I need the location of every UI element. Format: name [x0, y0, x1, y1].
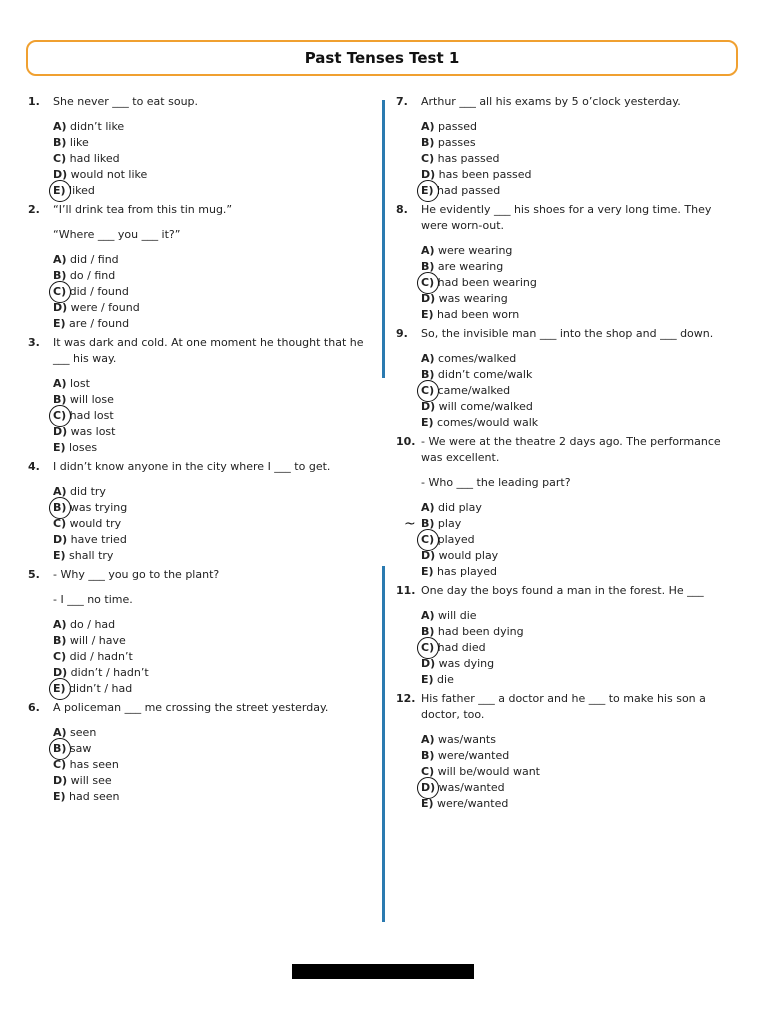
option-letter: A) [421, 609, 435, 622]
answer-option[interactable] [53, 484, 370, 500]
option-letter: E) [421, 416, 434, 429]
question [28, 459, 370, 564]
answer-option[interactable] [53, 316, 370, 332]
answer-option[interactable] [53, 268, 370, 284]
answer-option-circled[interactable] [421, 640, 738, 656]
option-text: did try [70, 485, 106, 498]
option-text: was dying [438, 657, 495, 670]
answer-option[interactable] [421, 672, 738, 688]
option-text: didn’t come/walk [437, 368, 533, 381]
option-letter: E) [53, 549, 66, 562]
option-text: had died [437, 641, 486, 654]
answer-option[interactable] [421, 243, 738, 259]
answer-option[interactable] [421, 291, 738, 307]
answer-option[interactable] [421, 548, 738, 564]
option-letter: D) [53, 533, 68, 546]
option-text: would try [69, 517, 122, 530]
answer-option[interactable] [421, 764, 738, 780]
option-text: will die [438, 609, 477, 622]
option-text: play [437, 517, 462, 530]
option-text: played [437, 533, 475, 546]
option-text: were / found [70, 301, 140, 314]
option-letter: D) [53, 301, 68, 314]
option-letter: B) [53, 634, 67, 647]
question [28, 335, 370, 456]
question-text [53, 335, 370, 367]
option-text: saw [69, 742, 92, 755]
handwritten-mark: ~ [404, 516, 416, 532]
question [396, 434, 738, 580]
option-text: were wearing [438, 244, 513, 257]
answer-options [53, 725, 370, 805]
question [28, 567, 370, 697]
answer-option[interactable] [421, 307, 738, 323]
question-number: 7. [396, 95, 408, 108]
option-letter: A) [53, 253, 67, 266]
question-text [53, 700, 370, 716]
answer-option-circled[interactable] [53, 500, 370, 516]
answer-option[interactable] [421, 367, 738, 383]
question-stem [396, 583, 738, 599]
option-letter: E) [53, 790, 66, 803]
option-letter: D) [421, 781, 436, 794]
question [396, 202, 738, 323]
question-text [421, 434, 738, 491]
question-text [421, 326, 738, 342]
option-text: comes/would walk [437, 416, 539, 429]
answer-option[interactable] [421, 167, 738, 183]
option-text: had passed [437, 184, 501, 197]
answer-option-circled[interactable] [421, 183, 738, 199]
option-text: had been dying [437, 625, 524, 638]
option-text: has played [437, 565, 498, 578]
answer-option[interactable] [421, 500, 738, 516]
answer-option[interactable] [421, 399, 738, 415]
option-letter: A) [421, 244, 435, 257]
answer-option[interactable] [53, 649, 370, 665]
question-line: One day the boys found a man in the forest. He ___ [421, 584, 704, 597]
option-letter: E) [53, 184, 66, 197]
option-text: had lost [69, 409, 114, 422]
option-text: will come/walked [438, 400, 533, 413]
question-line: - I ___ no time. [53, 593, 133, 606]
option-letter: D) [421, 292, 436, 305]
option-text: seen [70, 726, 97, 739]
option-letter: C) [53, 152, 67, 165]
answer-option[interactable] [53, 392, 370, 408]
question-number: 4. [28, 460, 40, 473]
question-stem [396, 691, 738, 723]
option-text: passed [438, 120, 477, 133]
answer-option[interactable] [53, 151, 370, 167]
answer-options [421, 608, 738, 688]
answer-option-circled[interactable] [53, 741, 370, 757]
option-text: had been worn [437, 308, 520, 321]
option-letter: A) [53, 618, 67, 631]
title-box [26, 40, 738, 76]
answer-option[interactable] [421, 151, 738, 167]
option-letter: A) [421, 733, 435, 746]
option-text: did / hadn’t [69, 650, 133, 663]
answer-option[interactable] [421, 656, 738, 672]
answer-option-circled[interactable] [421, 383, 738, 399]
question-line: It was dark and cold. At one moment he thought that he ___ his way. [53, 336, 364, 365]
option-text: would play [438, 549, 499, 562]
answer-option[interactable] [421, 415, 738, 431]
option-text: did play [438, 501, 482, 514]
answer-option[interactable] [53, 532, 370, 548]
question-text [421, 202, 738, 234]
question-stem [28, 94, 370, 110]
question-stem [28, 567, 370, 608]
answer-option[interactable] [53, 773, 370, 789]
option-text: didn’t / hadn’t [70, 666, 149, 679]
option-text: loses [69, 441, 98, 454]
question-line: His father ___ a doctor and he ___ to make his son a doctor, too. [421, 692, 706, 721]
option-letter: A) [53, 120, 67, 133]
option-letter: B) [53, 742, 67, 755]
answer-option[interactable] [421, 119, 738, 135]
answer-option[interactable] [421, 564, 738, 580]
option-letter: E) [53, 441, 66, 454]
answer-option[interactable] [53, 725, 370, 741]
option-letter: B) [53, 501, 67, 514]
answer-option-circled[interactable] [53, 183, 370, 199]
option-letter: E) [421, 673, 434, 686]
answer-option[interactable] [421, 624, 738, 640]
option-letter: D) [421, 168, 436, 181]
answer-option[interactable] [53, 548, 370, 564]
question-stem [396, 326, 738, 342]
question-line: I didn’t know anyone in the city where I ___ to get. [53, 460, 331, 473]
option-text: didn’t / had [69, 682, 133, 695]
option-text: liked [69, 184, 95, 197]
option-letter: B) [421, 260, 435, 273]
option-letter: E) [421, 184, 434, 197]
question-text [53, 459, 370, 475]
question-text [53, 567, 370, 608]
option-text: has seen [69, 758, 119, 771]
answer-options [421, 500, 738, 580]
answer-options [421, 351, 738, 431]
option-letter: C) [421, 384, 435, 397]
question-line: Arthur ___ all his exams by 5 o’clock yesterday. [421, 95, 681, 108]
question-line: So, the invisible man ___ into the shop and ___ down. [421, 327, 714, 340]
option-letter: C) [53, 758, 67, 771]
answer-option[interactable] [53, 252, 370, 268]
option-letter: C) [53, 650, 67, 663]
option-text: lost [70, 377, 90, 390]
answer-option[interactable] [421, 135, 738, 151]
option-text: had seen [69, 790, 120, 803]
answer-option[interactable] [421, 796, 738, 812]
answer-option[interactable] [53, 424, 370, 440]
option-text: like [69, 136, 89, 149]
question-text [421, 94, 738, 110]
option-letter: A) [421, 501, 435, 514]
option-letter: B) [421, 749, 435, 762]
question-stem [28, 459, 370, 475]
option-text: didn’t like [70, 120, 125, 133]
left-question-column [28, 94, 370, 808]
option-text: die [437, 673, 454, 686]
answer-option[interactable] [53, 440, 370, 456]
option-text: will be/would want [437, 765, 540, 778]
option-text: passes [437, 136, 476, 149]
question-number: 2. [28, 203, 40, 216]
question-number: 12. [396, 692, 416, 705]
answer-option[interactable] [53, 135, 370, 151]
question-stem [28, 335, 370, 367]
option-text: were/wanted [437, 797, 509, 810]
question [396, 691, 738, 812]
option-text: came/walked [437, 384, 511, 397]
option-text: will / have [69, 634, 126, 647]
question-text [53, 94, 370, 110]
option-text: will lose [69, 393, 114, 406]
option-letter: B) [53, 393, 67, 406]
answer-option-circled[interactable] [53, 408, 370, 424]
question-stem [396, 94, 738, 110]
redaction-bar [292, 964, 474, 979]
answer-option[interactable] [53, 167, 370, 183]
option-text: had liked [69, 152, 120, 165]
answer-options [421, 243, 738, 323]
option-letter: C) [421, 765, 435, 778]
answer-option-circled[interactable] [421, 275, 738, 291]
answer-option[interactable] [421, 748, 738, 764]
option-letter: C) [421, 152, 435, 165]
question-text [421, 691, 738, 723]
option-letter: A) [53, 726, 67, 739]
option-text: are wearing [437, 260, 504, 273]
option-letter: D) [421, 657, 436, 670]
option-text: do / had [70, 618, 116, 631]
answer-options [53, 376, 370, 456]
option-letter: E) [421, 565, 434, 578]
answer-options [53, 252, 370, 332]
option-text: had been wearing [437, 276, 537, 289]
question-line: She never ___ to eat soup. [53, 95, 199, 108]
option-letter: C) [421, 641, 435, 654]
answer-option-circled[interactable] [53, 284, 370, 300]
question-number: 3. [28, 336, 40, 349]
answer-option-circled[interactable] [421, 532, 738, 548]
question-number: 9. [396, 327, 408, 340]
answer-option[interactable] [421, 351, 738, 367]
answer-option[interactable] [421, 608, 738, 624]
option-text: would not like [70, 168, 148, 181]
question-line: - We were at the theatre 2 days ago. The performance was excellent. [421, 435, 721, 464]
option-letter: D) [53, 168, 68, 181]
option-text: do / find [69, 269, 116, 282]
answer-options [53, 617, 370, 697]
option-letter: E) [421, 308, 434, 321]
option-letter: C) [53, 285, 67, 298]
option-letter: E) [53, 317, 66, 330]
question-line: “Where ___ you ___ it?” [53, 228, 181, 241]
option-letter: B) [53, 136, 67, 149]
question-number: 8. [396, 203, 408, 216]
answer-option[interactable] [53, 757, 370, 773]
question-text [421, 583, 738, 599]
question-text [53, 202, 370, 243]
question-line: He evidently ___ his shoes for a very long time. They were worn-out. [421, 203, 712, 232]
question-number: 11. [396, 584, 416, 597]
answer-option[interactable] [421, 259, 738, 275]
question-number: 10. [396, 435, 416, 448]
option-text: are / found [69, 317, 130, 330]
answer-option[interactable] [53, 617, 370, 633]
option-letter: B) [421, 625, 435, 638]
answer-option[interactable] [53, 516, 370, 532]
option-letter: A) [421, 120, 435, 133]
answer-option[interactable] [53, 376, 370, 392]
question [28, 94, 370, 199]
answer-option[interactable] [53, 300, 370, 316]
option-text: was wearing [438, 292, 508, 305]
question-line: A policeman ___ me crossing the street yesterday. [53, 701, 329, 714]
option-text: was lost [70, 425, 116, 438]
answer-option[interactable] [53, 789, 370, 805]
option-letter: C) [421, 276, 435, 289]
option-letter: E) [53, 682, 66, 695]
option-text: comes/walked [438, 352, 517, 365]
option-text: was/wanted [438, 781, 505, 794]
option-letter: C) [53, 409, 67, 422]
option-text: shall try [69, 549, 114, 562]
question [396, 94, 738, 199]
question-number: 6. [28, 701, 40, 714]
question-line: “I’ll drink tea from this tin mug.” [53, 203, 233, 216]
option-letter: D) [421, 549, 436, 562]
option-letter: A) [53, 485, 67, 498]
option-text: has been passed [438, 168, 532, 181]
answer-option[interactable] [53, 633, 370, 649]
question [28, 700, 370, 805]
column-divider-lower [382, 566, 385, 922]
question-stem [28, 202, 370, 243]
option-letter: B) [421, 136, 435, 149]
answer-option[interactable] [421, 516, 738, 532]
option-letter: D) [53, 666, 68, 679]
option-text: will see [70, 774, 112, 787]
option-text: were/wanted [437, 749, 510, 762]
option-letter: C) [53, 517, 67, 530]
question [396, 583, 738, 688]
right-question-column [396, 94, 738, 815]
option-text: did / found [69, 285, 129, 298]
question-number: 5. [28, 568, 40, 581]
option-text: has passed [437, 152, 500, 165]
answer-option-circled[interactable] [421, 780, 738, 796]
option-text: was trying [69, 501, 128, 514]
option-letter: E) [421, 797, 434, 810]
question-number: 1. [28, 95, 40, 108]
option-letter: B) [53, 269, 67, 282]
answer-options [53, 484, 370, 564]
column-divider-upper [382, 100, 385, 378]
answer-option[interactable] [421, 732, 738, 748]
question-stem [396, 202, 738, 234]
option-letter: D) [53, 425, 68, 438]
option-letter: C) [421, 533, 435, 546]
option-letter: A) [53, 377, 67, 390]
option-letter: B) [421, 368, 435, 381]
option-letter: D) [53, 774, 68, 787]
option-letter: A) [421, 352, 435, 365]
option-text: have tried [70, 533, 127, 546]
answer-options [421, 119, 738, 199]
question [28, 202, 370, 332]
option-letter: B) [421, 517, 435, 530]
option-letter: D) [421, 400, 436, 413]
question-stem [396, 434, 738, 491]
answer-option[interactable] [53, 119, 370, 135]
answer-options [53, 119, 370, 199]
question-stem [28, 700, 370, 716]
answer-options [421, 732, 738, 812]
option-text: did / find [70, 253, 119, 266]
page-title: Past Tenses Test 1 [304, 49, 460, 67]
question [396, 326, 738, 431]
answer-option[interactable] [53, 665, 370, 681]
question-line: - Why ___ you go to the plant? [53, 568, 220, 581]
question-line: - Who ___ the leading part? [421, 476, 571, 489]
option-text: was/wants [438, 733, 496, 746]
answer-option-circled[interactable] [53, 681, 370, 697]
